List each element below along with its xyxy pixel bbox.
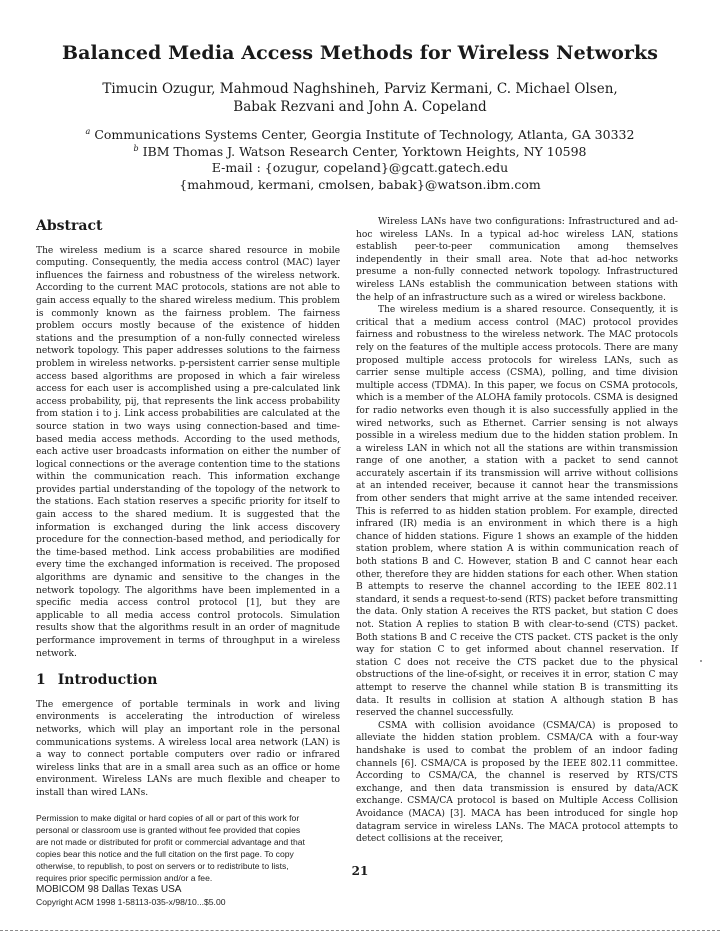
author-line-2: Babak Rezvani and John A. Copeland: [233, 99, 487, 115]
author-block: [0, 80, 720, 116]
paragraph-shared-medium: The wireless medium is a shared resource. Consequently, it is critical that a medium access control (MAC) protocol provides fairness and robustness to the wireless network. The MAC protocols rely on the features of the multiple access protocols. There are many proposed multiple access protocols for wireless LANs, such as carrier sense multiple access (CSMA), polling, and time division multiple access (TDMA). In this paper, we focus on CSMA protocols, which is a member of the ALOHA family protocols. CSMA is designed for radio networks even though it is also successfully applied in the wired networks, such as Ethernet. Carrier sensing is not always possible in a wireless medium due to the hidden station problem. In a wireless LAN in which not all the stations are within transmission range of one another, a station with a packet to send cannot accurately ascertain if its transmission will arrive without collisions at an intended receiver, because it cannot hear the transmissions from other senders that might arrive at the same intended receiver. This is referred to as hidden station problem. For example, directed infrared (IR) media is an environment in which there is a high chance of hidden stations. Figure 1 shows an example of the hidden station problem, where station A is within communication reach of both stations B and C. However, station B and C cannot hear each other, therefore they are hidden stations for each other. When station B attempts to reserve the channel according to the IEEE 802.11 standard, it sends a request-to-send (RTS) packet before transmitting the data. Only station A receives the RTS packet, but station C does not. Station A replies to station B with clear-to-send (CTS) packet. Both stations B and C receive the CTS packet. CTS packet is the only way for station C to get informed about channel reservation. If station C does not receive the CTS packet due to the physical obstructions of the line-of-sight, or receives it in error, station C may attempt to reserve the channel while station B is transmitting its data. It results in collision at station A although station B has reserved the channel successfully.: [356, 305, 678, 719]
affiliation-block: [0, 127, 720, 193]
abstract-text: The wireless medium is a scarce shared resource in mobile computing. Consequently, the media access control (MAC) layer influences the fairness and robustness of the wireless network. According to the current MAC protocols, stations are not able to gain access equally to the shared wireless medium. This problem is commonly known as the fairness problem. The fairness problem occurs mostly because of the existence of hidden stations and the presumption of a non-fully connected wireless network topology. This paper addresses solutions to the fairness problem in wireless networks. p-persistent carrier sense multiple access based algorithms are proposed in which a fair wireless access for each user is accomplished using a pre-calculated link access probability, pij, that represents the link access probability from station i to j. Link access probabilities are calculated at the source station in two ways using connection-based and time-based media access methods. According to the used methods, each active user broadcasts information on either the number of logical connections or the average contention time to the stations within the communication reach. This information exchange provides partial understanding of the topology of the network to the stations. Each station reserves a specific priority for itself to gain access to the shared medium. It is suggested that the information is exchanged during the link access discovery procedure for the connection-based method, and periodically for the time-based method. Link access probabilities are modified every time the exchanged information is received. The proposed algorithms are dynamic and sensitive to the changes in the network topology. The algorithms have been implemented in a specific media access control protocol [1], but they are applicable to all media access control protocols. Simulation results show that the algorithms result in an order of magnitude performance improvement in terms of throughput in a wireless network.: [36, 245, 340, 659]
page-number: 21: [351, 864, 369, 878]
email-line-2: {mahmoud, kermani, cmolsen, babak}@watson.ibm.com: [179, 176, 541, 192]
permission-notice: Permission to make digital or hard copies of all or part of this work for personal or classroom use is granted without fee provided that copies are not made or distributed for profit or commercial advantage and that copies bear this notice and the full citation on the first page. To copy otherwise, to republish, to post on servers or to redistribute to lists, requires prior specific permission and/or a fee. MOBICOM 98 Dallas Texas USA Copyright ACM 1998 1-58113-035-x/98/10...$5.00: [36, 812, 340, 909]
conference-line: MOBICOM 98 Dallas Texas USA: [36, 884, 182, 896]
affiliation-a: $^a$ Communications Systems Center, Georgia Institute of Technology, Atlanta, GA 30332: [85, 126, 635, 142]
scan-artifact-line: [0, 930, 720, 932]
abstract-heading: Abstract: [36, 218, 103, 234]
author-line-1: Timucin Ozugur, Mahmoud Naghshineh, Parviz Kermani, C. Michael Olsen,: [102, 81, 618, 97]
introduction-text: The emergence of portable terminals in work and living environments is accelerating the introduction of wireless networks, which will play an important role in the personal communications systems. A wireless local area network (LAN) is a way to connect portable computers over radio or infrared wireless links that are in a small area such as an office or home environment. Wireless LANs are much flexible and cheaper to install than wired LANs.: [36, 699, 340, 798]
affiliation-b: $^b$ IBM Thomas J. Watson Research Center, Yorktown Heights, NY 10598: [133, 143, 587, 159]
left-column: [36, 220, 340, 908]
copyright-line: Copyright ACM 1998 1-58113-035-x/98/10...$5.00: [36, 897, 226, 908]
paper-title: Balanced Media Access Methods for Wireless Networks: [61, 42, 659, 64]
paragraph-csma-ca: CSMA with collision avoidance (CSMA/CA) is proposed to alleviate the hidden station problem. CSMA/CA with a four-way handshake is used to combat the problem of an indoor fading channels [6]. CSMA/CA is proposed by the IEEE 802.11 committee. According to CSMA/CA, the channel is reserved by RTS/CTS exchange, and then data transmission is ensured by data/ACK exchange. CSMA/CA protocol is based on Multiple Access Collision Avoidance (MACA) [3]. MACA has been introduced for single hop datagram service in wireless LANs. The MACA protocol attempts to detect collisions at the receiver,: [356, 720, 678, 845]
scan-speck: [700, 660, 702, 662]
paragraph-wireless-lan-configs: Wireless LANs have two configurations: Infrastructured and ad-hoc wireless LANs. In a typical ad-hoc wireless LAN, stations establish peer-to-peer communication among themselves independently in their small area. Note that ad-hoc networks presume a non-fully connected network topology. Infrastructured wireless LANs establish the communication between stations with the help of an infrastructure such as a wired or wireless backbone.: [356, 217, 678, 303]
right-column: [356, 216, 678, 846]
introduction-heading: 1 Introduction: [36, 672, 158, 689]
email-line-1: E-mail : {ozugur, copeland}@gcatt.gatech.edu: [211, 160, 509, 175]
